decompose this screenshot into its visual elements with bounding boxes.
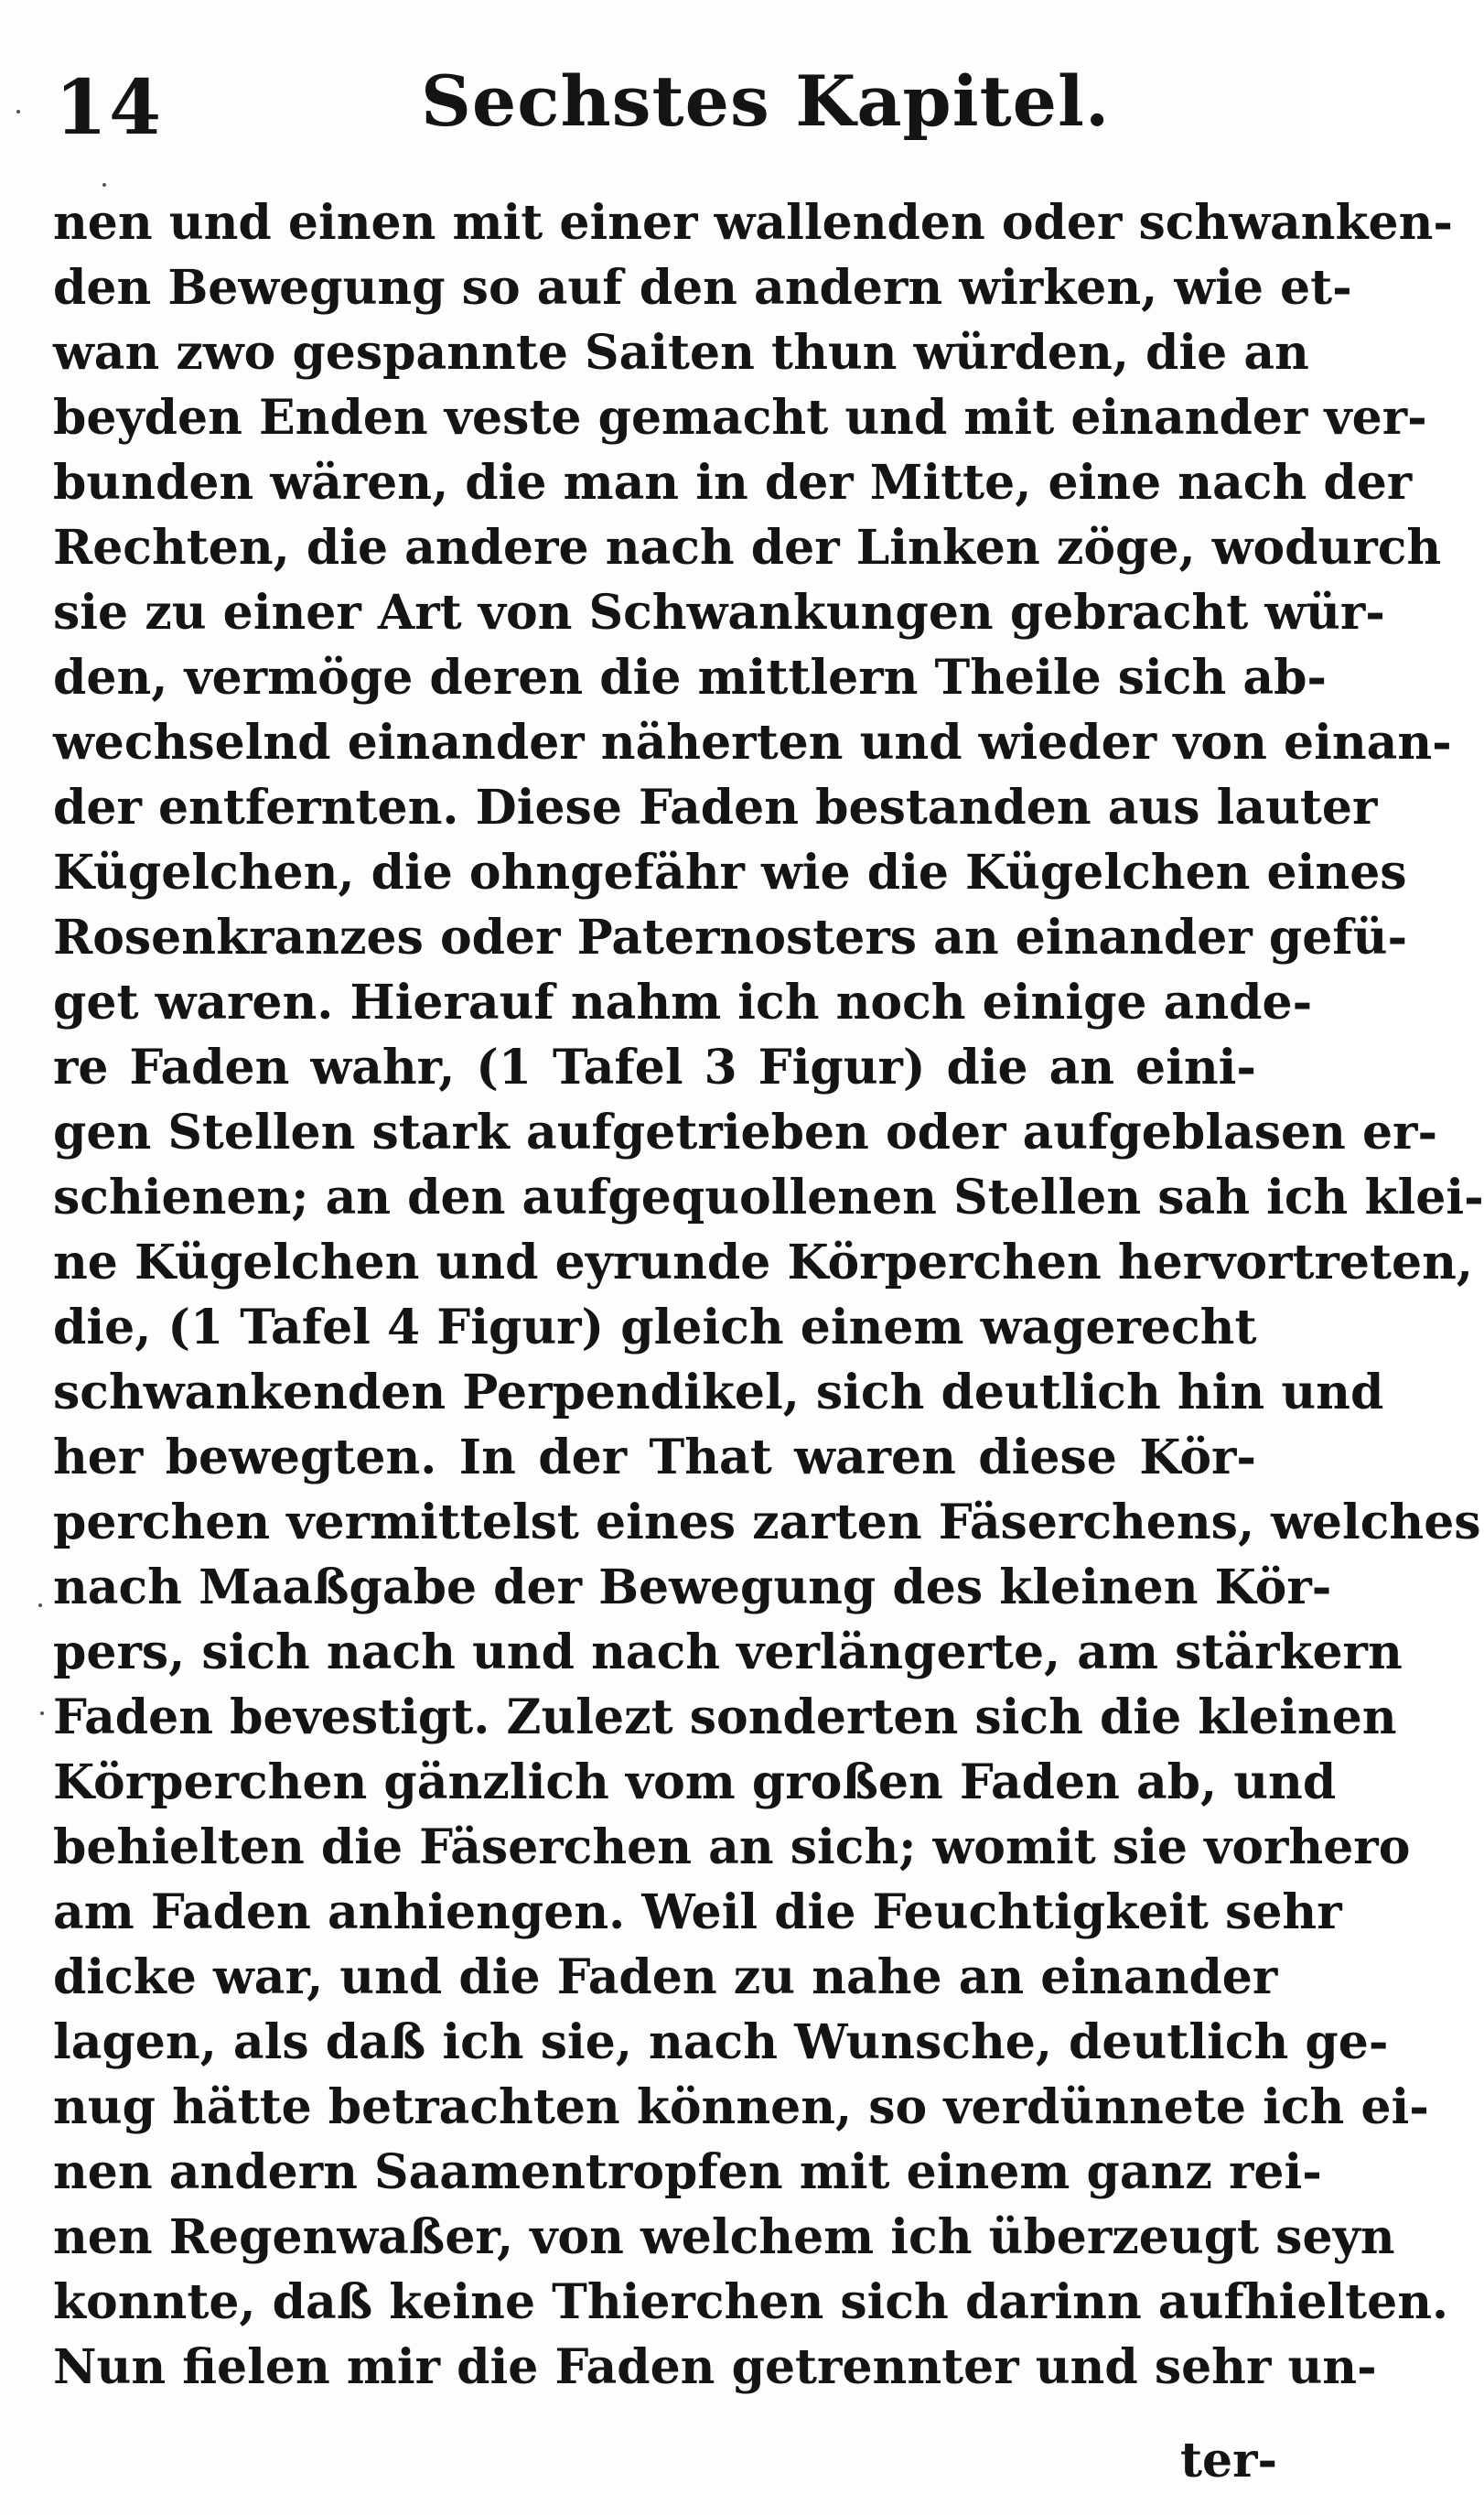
text-line: perchen vermittelst eines zarten Fäserchens, welches xyxy=(53,1495,1481,1550)
text-line: nug hätte betrachten können, so verdünnete ich ei- xyxy=(53,2079,1429,2135)
text-line: die, (1 Tafel 4 Figur) gleich einem wagerecht xyxy=(53,1300,1257,1355)
text-line: pers, sich nach und nach verlängerte, am stärkern xyxy=(53,1624,1403,1680)
text-line: sie zu einer Art von Schwankungen gebracht wür- xyxy=(53,585,1385,641)
catchword: ter- xyxy=(1180,2433,1278,2488)
text-line: her bewegten. In der That waren diese Kör- xyxy=(53,1430,1256,1485)
text-line: wechselnd einander näherten und wieder von einan- xyxy=(53,715,1452,771)
running-head: Sechstes Kapitel. xyxy=(421,60,1111,142)
text-line: den Bewegung so auf den andern wirken, wie et- xyxy=(53,260,1352,316)
text-line: wan zwo gespannte Saiten thun würden, die an xyxy=(53,325,1309,381)
text-line: der entfernten. Diese Faden bestanden aus lauter xyxy=(53,780,1378,836)
text-line: konnte, daß keine Thierchen sich darinn aufhielten. xyxy=(53,2274,1449,2330)
text-line: beyden Enden veste gemacht und mit einander ver- xyxy=(53,390,1427,446)
text-line: Rosenkranzes oder Paternosters an einander gefü- xyxy=(53,910,1408,966)
print-speck xyxy=(40,1711,44,1715)
page-header xyxy=(55,55,1272,174)
print-speck xyxy=(16,110,20,113)
page-number: 14 xyxy=(55,64,164,152)
text-line: Nun fielen mir die Faden getrennter und sehr un- xyxy=(53,2339,1377,2395)
text-line: nach Maaßgabe der Bewegung des kleinen Kör- xyxy=(53,1560,1332,1615)
text-line: gen Stellen stark aufgetrieben oder aufgeblasen er- xyxy=(53,1105,1438,1160)
text-line: get waren. Hierauf nahm ich noch einige ande- xyxy=(53,975,1313,1031)
text-line: schwankenden Perpendikel, sich deutlich hin und xyxy=(53,1365,1384,1420)
text-line: Kügelchen, die ohngefähr wie die Kügelchen eines xyxy=(53,845,1407,901)
text-line: Rechten, die andere nach der Linken zöge, wodurch xyxy=(53,520,1442,576)
text-line: behielten die Fäserchen an sich; womit sie vorhero xyxy=(53,1819,1411,1875)
body-text xyxy=(53,190,1484,2400)
text-line: Körperchen gänzlich vom großen Faden ab, und xyxy=(53,1754,1337,1810)
text-line: den, vermöge deren die mittlern Theile sich ab- xyxy=(53,650,1328,706)
print-speck xyxy=(102,183,106,187)
text-line: dicke war, und die Faden zu nahe an einander xyxy=(53,1949,1278,2005)
text-line: nen und einen mit einer wallenden oder schwanken- xyxy=(53,195,1453,251)
text-line: Faden bevestigt. Zulezt sonderten sich die kleinen xyxy=(53,1689,1397,1745)
text-line: nen Regenwaßer, von welchem ich überzeugt seyn xyxy=(53,2209,1395,2265)
text-line: bunden wären, die man in der Mitte, eine nach der xyxy=(53,455,1413,511)
text-line: ne Kügelchen und eyrunde Körperchen hervortreten, xyxy=(53,1235,1473,1290)
print-speck xyxy=(38,1603,42,1607)
text-line: am Faden anhiengen. Weil die Feuchtigkeit sehr xyxy=(53,1884,1342,1940)
text-line: nen andern Saamentropfen mit einem ganz rei- xyxy=(53,2144,1322,2200)
text-line: lagen, als daß ich sie, nach Wunsche, deutlich ge- xyxy=(53,2014,1389,2070)
text-line: re Faden wahr, (1 Tafel 3 Figur) die an eini- xyxy=(53,1040,1256,1096)
text-line: schienen; an den aufgequollenen Stellen sah ich klei- xyxy=(53,1170,1484,1225)
